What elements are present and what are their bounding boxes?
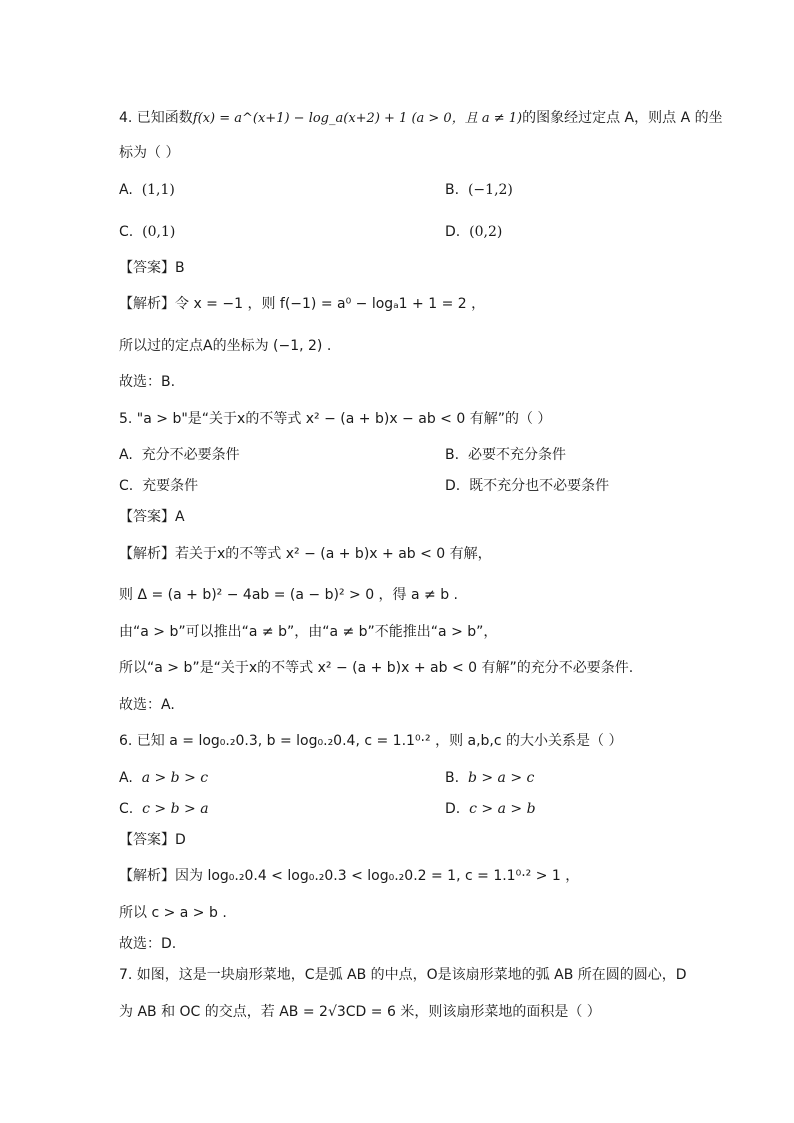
q5-analysis-1: 【解析】若关于x的不等式 x² − (a + b)x + ab < 0 有解，	[119, 546, 492, 562]
q6-option-b: B. b > a > c	[445, 770, 535, 786]
q4-answer: 【答案】B	[119, 260, 185, 276]
q6-option-d: D. c > a > b	[445, 801, 536, 817]
q6-option-c: C. c > b > a	[119, 801, 209, 817]
q4-option-d: D. (0,2)	[445, 224, 503, 240]
q5-option-a: A. 充分不必要条件	[119, 447, 240, 463]
q4-stem-line2: 标为（ ）	[119, 145, 180, 161]
q5-stem: 5. "a > b"是“关于x的不等式 x² − (a + b)x − ab < 0 有解”的（ ）	[119, 411, 552, 427]
q6-answer: 【答案】D	[119, 832, 186, 848]
q6-option-a: A. a > b > c	[119, 770, 209, 786]
q7-stem-line1: 7. 如图，这是一块扇形菜地，C是弧 AB 的中点，O是该扇形菜地的弧 AB 所在圆的圆心，D	[119, 967, 687, 983]
q6-stem: 6. 已知 a = log₀.₂0.3, b = log₀.₂0.4, c = 1.1⁰·² ，则 a,b,c 的大小关系是（ ）	[119, 733, 623, 749]
q5-option-d: D. 既不充分也不必要条件	[445, 478, 610, 494]
q4-analysis-1: 【解析】令 x = −1 ，则 f(−1) = a⁰ − logₐ1 + 1 = 2 ，	[119, 296, 486, 312]
q5-analysis-5: 故选：A.	[119, 697, 175, 713]
q7-stem-line2: 为 AB 和 OC 的交点，若 AB = 2√3CD = 6 米，则该扇形菜地的面积是（ ）	[119, 1004, 601, 1020]
q6-analysis-2: 所以 c > a > b .	[119, 905, 227, 921]
q4-formula: f(x) = a^(x+1) − log_a(x+2) + 1 (a > 0，且 a ≠ 1)	[192, 111, 523, 126]
q4-option-b: B. (−1,2)	[445, 182, 513, 198]
q4-option-c: C. (0,1)	[119, 224, 176, 240]
q4-analysis-3: 故选：B.	[119, 374, 176, 390]
q5-analysis-2: 则 Δ = (a + b)² − 4ab = (a − b)² > 0 ，得 a ≠ b .	[119, 587, 458, 603]
q4-analysis-2: 所以过的定点A的坐标为 (−1, 2) .	[119, 338, 332, 354]
q5-answer: 【答案】A	[119, 509, 185, 525]
q5-option-b: B. 必要不充分条件	[445, 447, 566, 463]
q5-option-c: C. 充要条件	[119, 478, 199, 494]
q5-analysis-4: 所以“a > b”是“关于x的不等式 x² − (a + b)x + ab < 0 有解”的充分不必要条件.	[119, 660, 634, 676]
q4-option-a: A. (1,1)	[119, 182, 175, 198]
q5-analysis-3: 由“a > b”可以推出“a ≠ b”，由“a ≠ b”不能推出“a > b”，	[119, 624, 498, 640]
q6-analysis-3: 故选：D.	[119, 936, 177, 952]
q6-analysis-1: 【解析】因为 log₀.₂0.4 < log₀.₂0.3 < log₀.₂0.2 = 1, c = 1.1⁰·² > 1 ，	[119, 868, 580, 884]
q4-stem: 4. 已知函数f(x) = a^(x+1) − log_a(x+2) + 1 (a > 0，且 a ≠ 1)的图象经过定点 A，则点 A 的坐	[119, 110, 723, 126]
